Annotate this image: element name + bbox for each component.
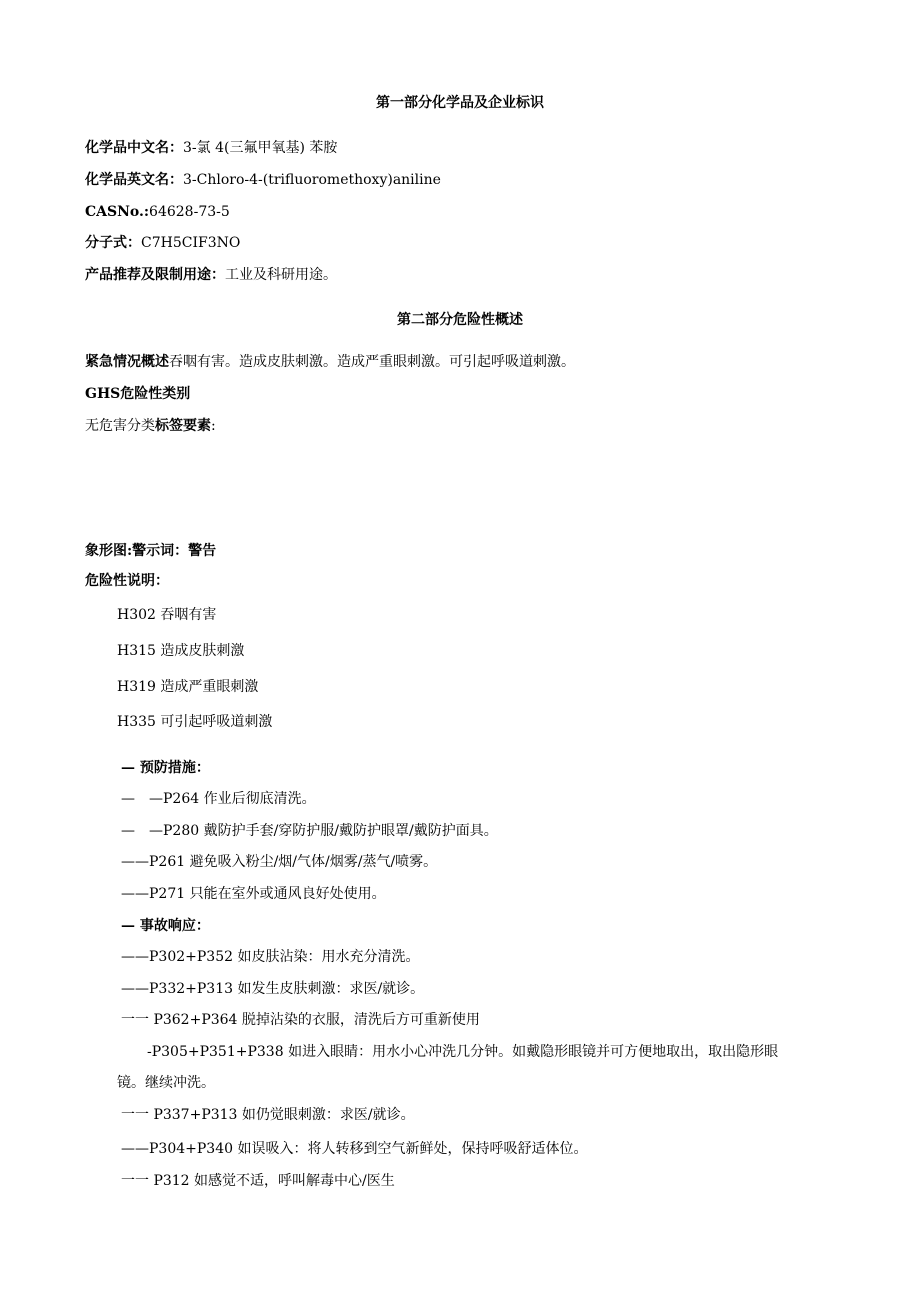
response-item: 一一 P312 如感觉不适，呼叫解毒中心/医生 [121, 1173, 395, 1189]
cn-name-line [85, 139, 337, 157]
section2-heading: 第二部分危险性概述 [397, 312, 523, 328]
label-elements-colon: : [211, 418, 216, 434]
response-label: — 事故响应： [121, 918, 210, 934]
use-value: 工业及科研用途。 [225, 267, 337, 283]
formula-label: 分子式： [85, 235, 141, 251]
no-hazard-text: 无危害分类 [85, 418, 155, 434]
prevention-item: ——P271 只能在室外或通风良好处使用。 [121, 886, 386, 902]
prevention-item: — —P280 戴防护手套/穿防护服/戴防护眼罩/戴防护面具。 [121, 823, 498, 839]
hazard-statement: H319 造成严重眼刺激 [117, 679, 259, 695]
prevention-label: — 预防措施： [121, 760, 210, 776]
response-item-continuation: 镜。继续冲洗。 [117, 1075, 215, 1091]
formula-line [85, 234, 240, 252]
response-item: ——P304+P340 如误吸入：将人转移到空气新鲜处，保持呼吸舒适体位。 [121, 1141, 588, 1157]
en-name-value: 3-Chloro-4-(trifluoromethoxy)aniline [183, 172, 441, 188]
ghs-label: GHS危险性类别 [85, 386, 191, 402]
pictogram-line: 象形图:警示词：警告 [85, 543, 217, 559]
hazard-statement: H335 可引起呼吸道刺激 [117, 714, 273, 730]
response-item: ——P332+P313 如发生皮肤刺激：求医/就诊。 [121, 981, 425, 997]
cn-name-value: 3-氯 4(三氟甲氧基) 苯胺 [183, 140, 338, 156]
en-name-label: 化学品英文名： [85, 172, 183, 188]
hazard-statement: H302 吞咽有害 [117, 607, 217, 623]
en-name-line [85, 171, 441, 189]
emergency-value: 吞咽有害。造成皮肤刺激。造成严重眼刺激。可引起呼吸道刺激。 [169, 354, 575, 370]
response-item: 一一 P362+P364 脱掉沾染的衣服，清洗后方可重新使用 [121, 1012, 480, 1028]
formula-value: C7H5CIF3NO [141, 235, 241, 251]
emergency-line [85, 353, 575, 371]
hazard-statements-label: 危险性说明： [85, 573, 169, 589]
use-line [85, 266, 337, 284]
cas-line [85, 203, 230, 221]
prevention-item: — —P264 作业后彻底清洗。 [121, 791, 316, 807]
hazard-statement: H315 造成皮肤刺激 [117, 643, 245, 659]
response-item: 一一 P337+P313 如仍觉眼刺激：求医/就诊。 [121, 1107, 415, 1123]
classification-line [85, 417, 216, 435]
cn-name-label: 化学品中文名： [85, 140, 183, 156]
label-elements: 标签要素 [155, 418, 211, 434]
section1-heading: 第一部分化学品及企业标识 [376, 95, 544, 111]
response-item: ——P302+P352 如皮肤沾染：用水充分清洗。 [121, 949, 420, 965]
cas-label: CASNo.: [85, 204, 150, 220]
response-item: -P305+P351+P338 如进入眼睛：用水小心冲洗几分钟。如戴隐形眼镜并可方便地取出，取出隐形眼 [147, 1044, 779, 1060]
cas-value: 64628-73-5 [149, 204, 230, 220]
emergency-label: 紧急情况概述 [85, 354, 169, 370]
use-label: 产品推荐及限制用途： [85, 267, 225, 283]
prevention-item: ——P261 避免吸入粉尘/烟/气体/烟雾/蒸气/喷雾。 [121, 854, 438, 870]
